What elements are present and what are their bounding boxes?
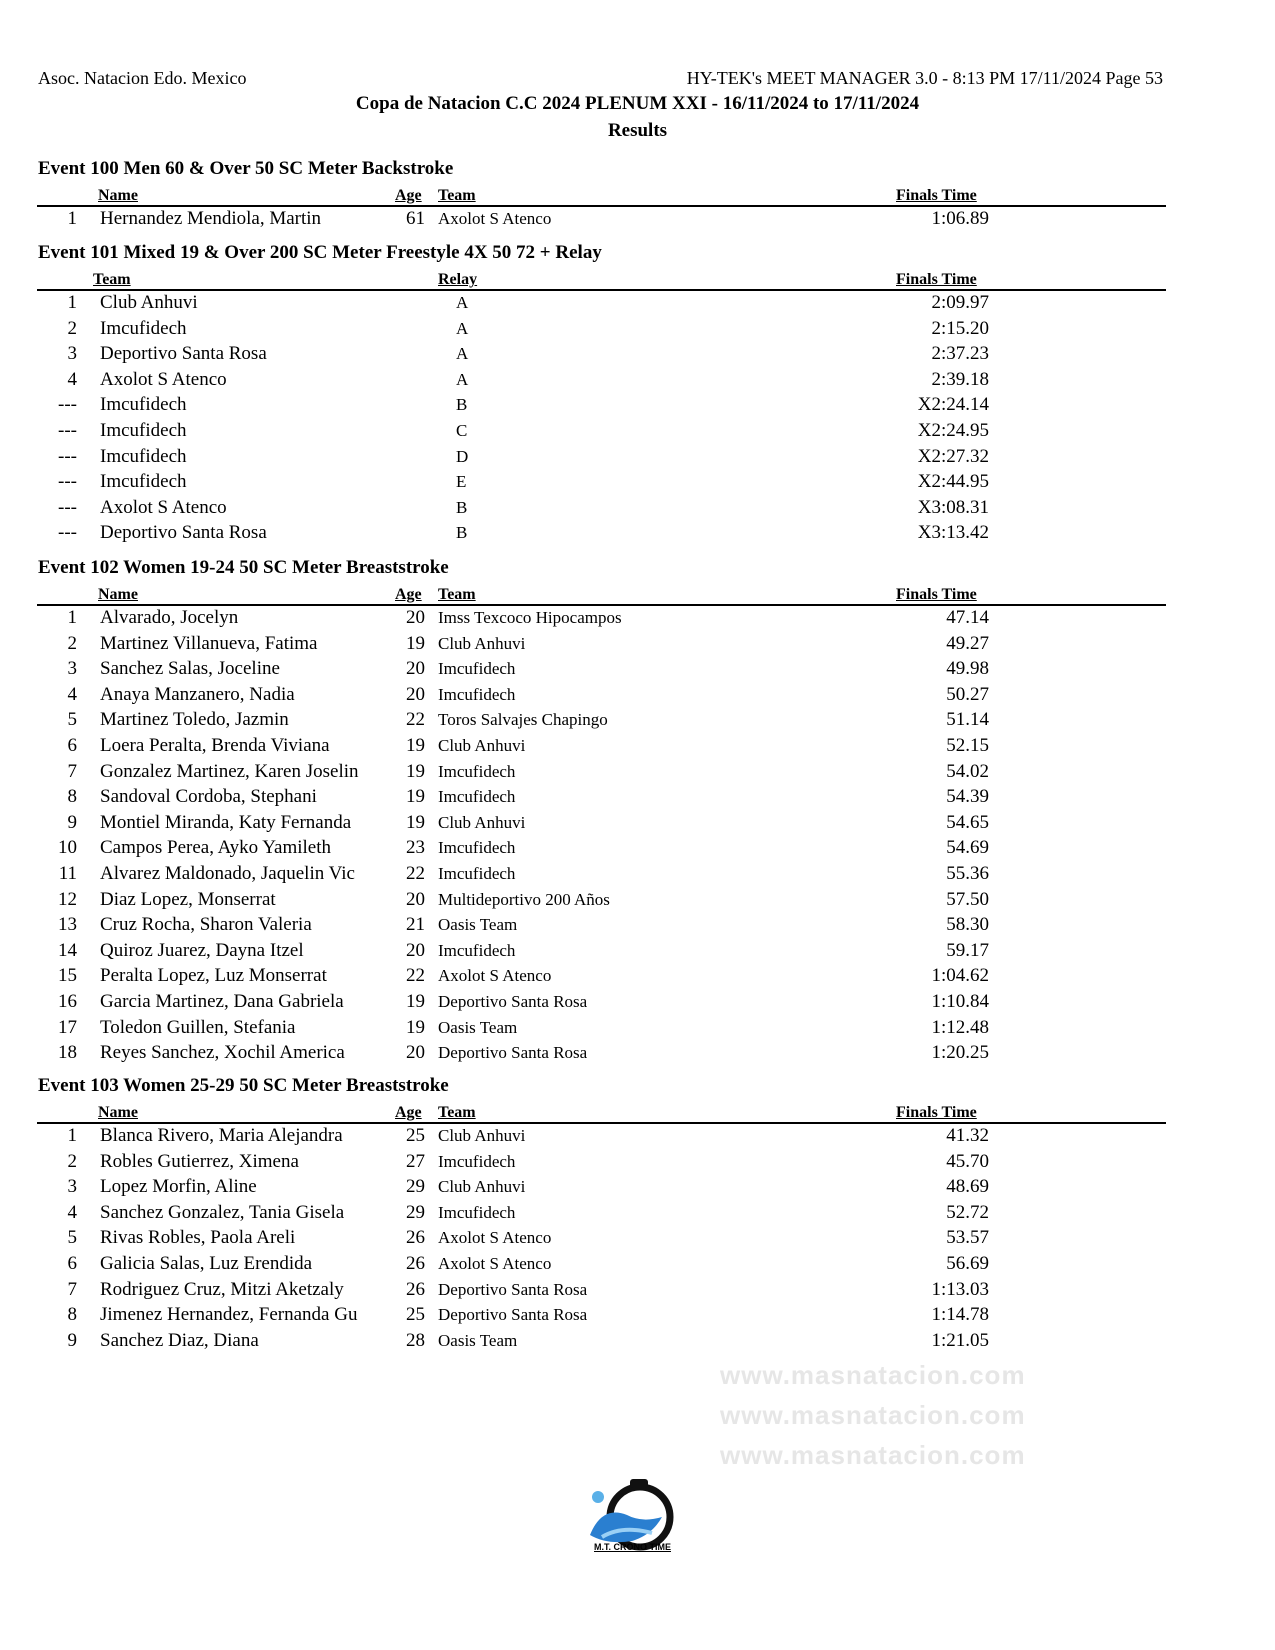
- age: 21: [406, 914, 425, 936]
- age: 29: [406, 1176, 425, 1198]
- team-name: Imcufidech: [100, 471, 187, 493]
- age: 20: [406, 888, 425, 910]
- place: 1: [67, 208, 77, 229]
- col-finals-time: Finals Time: [896, 187, 977, 204]
- age: 20: [406, 607, 425, 628]
- place: 10: [58, 837, 77, 859]
- col-finals-time: Finals Time: [896, 586, 977, 603]
- place: 12: [58, 888, 77, 910]
- team-name: Imcufidech: [438, 787, 516, 807]
- place: 1: [67, 607, 77, 628]
- result-row: [0, 631, 1275, 657]
- age: 19: [406, 786, 425, 808]
- team-name: Club Anhuvi: [100, 292, 198, 313]
- team-name: Imcufidech: [438, 838, 516, 858]
- finals-time: 54.69: [946, 837, 989, 859]
- place: 1: [67, 1125, 77, 1146]
- age: 61: [406, 208, 425, 229]
- results-list: [0, 206, 1275, 232]
- finals-time: 54.65: [946, 811, 989, 833]
- finals-time: 1:04.62: [931, 965, 989, 987]
- age: 22: [406, 965, 425, 987]
- finals-time: 1:12.48: [931, 1016, 989, 1038]
- place: ---: [58, 471, 77, 493]
- result-row: [0, 989, 1275, 1015]
- result-row: [0, 707, 1275, 733]
- column-header: [37, 265, 1166, 291]
- team-name: Deportivo Santa Rosa: [438, 1043, 588, 1063]
- swimmer-name: Blanca Rivero, Maria Alejandra: [100, 1125, 343, 1146]
- place: 13: [58, 914, 77, 936]
- result-row: [0, 1302, 1275, 1328]
- swimmer-name: Lopez Morfin, Aline: [100, 1176, 257, 1198]
- watermark: www.masnatacion.com: [720, 1400, 1026, 1430]
- swimmer-name: Rivas Robles, Paola Areli: [100, 1227, 296, 1249]
- swimmer-name: Quiroz Juarez, Dayna Itzel: [100, 939, 304, 961]
- team-name: Deportivo Santa Rosa: [438, 991, 588, 1011]
- team-name: Club Anhuvi: [438, 812, 526, 832]
- swimmer-name: Alvarado, Jocelyn: [100, 607, 239, 628]
- column-header: [37, 580, 1166, 606]
- event-title: Event 100 Men 60 & Over 50 SC Meter Backstroke: [38, 158, 454, 179]
- result-row: [0, 1040, 1275, 1066]
- finals-time: 2:09.97: [931, 292, 989, 313]
- swimmer-name: Toledon Guillen, Stefania: [100, 1016, 296, 1038]
- place: ---: [58, 445, 77, 467]
- result-row: [0, 444, 1275, 470]
- team-name: Club Anhuvi: [438, 633, 526, 653]
- finals-time: 1:10.84: [931, 990, 989, 1012]
- swimmer-name: Sandoval Cordoba, Stephani: [100, 786, 317, 808]
- team-name: Toros Salvajes Chapingo: [438, 710, 608, 730]
- place: 1: [67, 292, 77, 313]
- result-row: [0, 290, 1275, 316]
- finals-time: X2:24.14: [917, 394, 989, 416]
- place: 8: [67, 1304, 77, 1326]
- col-relay: Relay: [438, 271, 478, 288]
- result-row: [0, 316, 1275, 342]
- results-list: [0, 605, 1275, 1066]
- result-row: [0, 392, 1275, 418]
- result-row: [0, 341, 1275, 367]
- result-row: [0, 1251, 1275, 1277]
- swimmer-name: Jimenez Hernandez, Fernanda Gu: [100, 1304, 358, 1326]
- team-name: Imcufidech: [100, 394, 187, 416]
- age: 19: [406, 734, 425, 756]
- place: 2: [67, 632, 77, 654]
- result-row: [0, 861, 1275, 887]
- event-title: Event 103 Women 25-29 50 SC Meter Breaststroke: [38, 1075, 449, 1096]
- result-row: [0, 418, 1275, 444]
- swimmer-name: Garcia Martinez, Dana Gabriela: [100, 990, 344, 1012]
- place: 9: [67, 811, 77, 833]
- finals-time: 1:13.03: [931, 1278, 989, 1300]
- place: 4: [67, 683, 77, 705]
- age: 19: [406, 811, 425, 833]
- finals-time: 45.70: [946, 1150, 989, 1172]
- place: 6: [67, 734, 77, 756]
- team-name: Axolot S Atenco: [100, 368, 227, 390]
- place: 8: [67, 786, 77, 808]
- swimmer-name: Cruz Rocha, Sharon Valeria: [100, 914, 312, 936]
- finals-time: X2:24.95: [917, 419, 989, 441]
- relay-letter: A: [456, 344, 469, 364]
- relay-letter: B: [456, 523, 468, 543]
- team-name: Imcufidech: [100, 445, 187, 467]
- age: 26: [406, 1278, 425, 1300]
- swimmer-name: Anaya Manzanero, Nadia: [100, 683, 295, 705]
- col-finals-time: Finals Time: [896, 271, 977, 288]
- results-heading: Results: [607, 120, 668, 141]
- result-row: [0, 1328, 1275, 1354]
- col-name: Name: [98, 187, 138, 204]
- swimmer-name: Rodriguez Cruz, Mitzi Aketzaly: [100, 1278, 344, 1300]
- team-name: Axolot S Atenco: [438, 1228, 552, 1248]
- team-name: Imcufidech: [438, 659, 516, 679]
- team-name: Deportivo Santa Rosa: [438, 1279, 588, 1299]
- team-name: Imcufidech: [438, 1202, 516, 1222]
- age: 20: [406, 939, 425, 961]
- relay-letter: E: [456, 472, 467, 492]
- result-row: [0, 469, 1275, 495]
- swimmer-name: Sanchez Salas, Joceline: [100, 658, 280, 680]
- age: 29: [406, 1201, 425, 1223]
- age: 19: [406, 632, 425, 654]
- col-name: Name: [98, 586, 138, 603]
- place: 17: [58, 1016, 77, 1038]
- place: 11: [58, 862, 77, 884]
- column-header: [37, 1098, 1166, 1124]
- finals-time: X2:27.32: [917, 445, 989, 467]
- place: 5: [67, 709, 77, 731]
- org-name: Asoc. Natacion Edo. Mexico: [38, 68, 247, 88]
- result-row: [0, 759, 1275, 785]
- swimmer-name: Gonzalez Martinez, Karen Joselin: [100, 760, 359, 782]
- place: 3: [67, 1176, 77, 1198]
- swimmer-name: Galicia Salas, Luz Erendida: [100, 1252, 313, 1274]
- swimmer-name: Martinez Toledo, Jazmin: [100, 709, 289, 731]
- watermark: www.masnatacion.com: [720, 1440, 1026, 1470]
- finals-time: 54.39: [946, 786, 989, 808]
- age: 19: [406, 990, 425, 1012]
- team-name: Imss Texcoco Hipocampos: [438, 608, 622, 627]
- meet-title: Copa de Natacion C.C 2024 PLENUM XXI - 16/11/2024 to 17/11/2024: [355, 93, 920, 114]
- relay-letter: B: [456, 395, 468, 415]
- finals-time: 1:14.78: [931, 1304, 989, 1326]
- team-name: Axolot S Atenco: [438, 966, 552, 986]
- finals-time: 1:21.05: [931, 1329, 989, 1351]
- swimmer-name: Alvarez Maldonado, Jaquelin Vic: [100, 862, 355, 884]
- col-age: Age: [395, 586, 422, 603]
- relay-letter: C: [456, 420, 468, 440]
- swimmer-name: Loera Peralta, Brenda Viviana: [100, 734, 330, 756]
- relay-letter: A: [456, 318, 469, 338]
- team-name: Imcufidech: [438, 1151, 516, 1171]
- relay-letter: B: [456, 497, 468, 517]
- finals-time: 2:39.18: [931, 368, 989, 390]
- team-name: Deportivo Santa Rosa: [100, 343, 267, 365]
- event-title: Event 101 Mixed 19 & Over 200 SC Meter Freestyle 4X 50 72 + Relay: [38, 242, 602, 263]
- finals-time: 1:20.25: [931, 1042, 989, 1064]
- results-list: [0, 1123, 1275, 1353]
- finals-time: X2:44.95: [917, 471, 989, 493]
- result-row: [0, 682, 1275, 708]
- result-row: [0, 1149, 1275, 1175]
- team-name: Imcufidech: [438, 761, 516, 781]
- swimmer-name: Martinez Villanueva, Fatima: [100, 632, 318, 654]
- place: 4: [67, 1201, 77, 1223]
- col-team: Team: [93, 271, 131, 288]
- finals-time: 58.30: [946, 914, 989, 936]
- swimmer-name: Robles Gutierrez, Ximena: [100, 1150, 299, 1172]
- col-team: Team: [438, 1104, 476, 1121]
- finals-time: 57.50: [946, 888, 989, 910]
- finals-time: 59.17: [946, 939, 989, 961]
- software-info: HY-TEK's MEET MANAGER 3.0 - 8:13 PM 17/11/2024 Page 53: [686, 68, 1163, 88]
- team-name: Imcufidech: [438, 940, 516, 960]
- result-row: [0, 963, 1275, 989]
- finals-time: 52.72: [946, 1201, 989, 1223]
- place: 9: [67, 1329, 77, 1351]
- finals-time: 52.15: [946, 734, 989, 756]
- finals-time: 51.14: [946, 709, 989, 731]
- result-row: [0, 1200, 1275, 1226]
- result-row: [0, 887, 1275, 913]
- result-row: [0, 938, 1275, 964]
- age: 25: [406, 1304, 425, 1326]
- result-row: [0, 206, 1275, 232]
- place: ---: [58, 522, 77, 544]
- finals-time: 2:37.23: [931, 343, 989, 365]
- team-name: Deportivo Santa Rosa: [438, 1305, 588, 1325]
- result-row: [0, 1277, 1275, 1303]
- results-list: [0, 290, 1275, 546]
- result-row: [0, 912, 1275, 938]
- place: 4: [67, 368, 77, 390]
- team-name: Axolot S Atenco: [438, 209, 552, 228]
- age: 19: [406, 760, 425, 782]
- result-row: [0, 1123, 1275, 1149]
- team-name: Axolot S Atenco: [438, 1253, 552, 1273]
- finals-time: 53.57: [946, 1227, 989, 1249]
- team-name: Oasis Team: [438, 1017, 518, 1037]
- finals-time: 48.69: [946, 1176, 989, 1198]
- team-name: Oasis Team: [438, 915, 518, 935]
- finals-time: 56.69: [946, 1252, 989, 1274]
- swimmer-name: Sanchez Gonzalez, Tania Gisela: [100, 1201, 345, 1223]
- swimmer-name: Sanchez Diaz, Diana: [100, 1329, 259, 1351]
- finals-time: 2:15.20: [931, 317, 989, 339]
- result-row: [0, 656, 1275, 682]
- relay-letter: D: [456, 446, 469, 466]
- place: 14: [58, 939, 77, 961]
- finals-time: 1:06.89: [931, 208, 989, 229]
- result-row: [0, 835, 1275, 861]
- watermark: www.masnatacion.com: [720, 1360, 1026, 1390]
- result-row: [0, 784, 1275, 810]
- team-name: Deportivo Santa Rosa: [100, 522, 267, 544]
- place: ---: [58, 496, 77, 518]
- place: ---: [58, 419, 77, 441]
- finals-time: 49.27: [946, 632, 989, 654]
- age: 20: [406, 683, 425, 705]
- col-team: Team: [438, 586, 476, 603]
- age: 22: [406, 709, 425, 731]
- team-name: Multideportivo 200 Años: [438, 889, 610, 909]
- relay-letter: A: [456, 369, 469, 389]
- age: 19: [406, 1016, 425, 1038]
- result-row: [0, 1174, 1275, 1200]
- result-row: [0, 733, 1275, 759]
- age: 20: [406, 1042, 425, 1064]
- age: 25: [406, 1125, 425, 1146]
- finals-time: 49.98: [946, 658, 989, 680]
- place: 7: [67, 760, 77, 782]
- event-title: Event 102 Women 19-24 50 SC Meter Breaststroke: [38, 557, 449, 578]
- result-row: [0, 520, 1275, 546]
- logo-text: M.T. CRONO TIME: [594, 1542, 671, 1552]
- result-row: [0, 495, 1275, 521]
- finals-time: 41.32: [946, 1125, 989, 1146]
- place: 2: [67, 317, 77, 339]
- age: 22: [406, 862, 425, 884]
- team-name: Imcufidech: [438, 684, 516, 704]
- swimmer-name: Reyes Sanchez, Xochil America: [100, 1042, 345, 1064]
- column-header: [37, 181, 1166, 207]
- age: 26: [406, 1227, 425, 1249]
- finals-time: X3:13.42: [917, 522, 989, 544]
- finals-time: 54.02: [946, 760, 989, 782]
- col-team: Team: [438, 187, 476, 204]
- age: 26: [406, 1252, 425, 1274]
- swimmer-name: Campos Perea, Ayko Yamileth: [100, 837, 331, 859]
- place: ---: [58, 394, 77, 416]
- team-name: Imcufidech: [100, 317, 187, 339]
- finals-time: 55.36: [946, 862, 989, 884]
- team-name: Axolot S Atenco: [100, 496, 227, 518]
- age: 20: [406, 658, 425, 680]
- place: 3: [67, 658, 77, 680]
- swimmer-name: Hernandez Mendiola, Martin: [100, 208, 322, 229]
- team-name: Club Anhuvi: [438, 735, 526, 755]
- crono-time-logo: [582, 1475, 692, 1555]
- age: 23: [406, 837, 425, 859]
- col-finals-time: Finals Time: [896, 1104, 977, 1121]
- place: 2: [67, 1150, 77, 1172]
- swimmer-name: Montiel Miranda, Katy Fernanda: [100, 811, 352, 833]
- col-name: Name: [98, 1104, 138, 1121]
- result-row: [0, 367, 1275, 393]
- swimmer-name: Peralta Lopez, Luz Monserrat: [100, 965, 327, 987]
- team-name: Club Anhuvi: [438, 1177, 526, 1197]
- place: 3: [67, 343, 77, 365]
- team-name: Imcufidech: [100, 419, 187, 441]
- result-row: [0, 810, 1275, 836]
- result-row: [0, 605, 1275, 631]
- finals-time: 50.27: [946, 683, 989, 705]
- team-name: Club Anhuvi: [438, 1126, 526, 1145]
- col-age: Age: [395, 1104, 422, 1121]
- col-age: Age: [395, 187, 422, 204]
- result-row: [0, 1015, 1275, 1041]
- result-row: [0, 1225, 1275, 1251]
- relay-letter: A: [456, 293, 469, 312]
- team-name: Oasis Team: [438, 1330, 518, 1350]
- finals-time: X3:08.31: [917, 496, 989, 518]
- place: 6: [67, 1252, 77, 1274]
- age: 28: [406, 1329, 425, 1351]
- finals-time: 47.14: [946, 607, 989, 628]
- team-name: Imcufidech: [438, 863, 516, 883]
- place: 5: [67, 1227, 77, 1249]
- swimmer-name: Diaz Lopez, Monserrat: [100, 888, 276, 910]
- place: 15: [58, 965, 77, 987]
- place: 18: [58, 1042, 77, 1064]
- age: 27: [406, 1150, 425, 1172]
- place: 16: [58, 990, 77, 1012]
- place: 7: [67, 1278, 77, 1300]
